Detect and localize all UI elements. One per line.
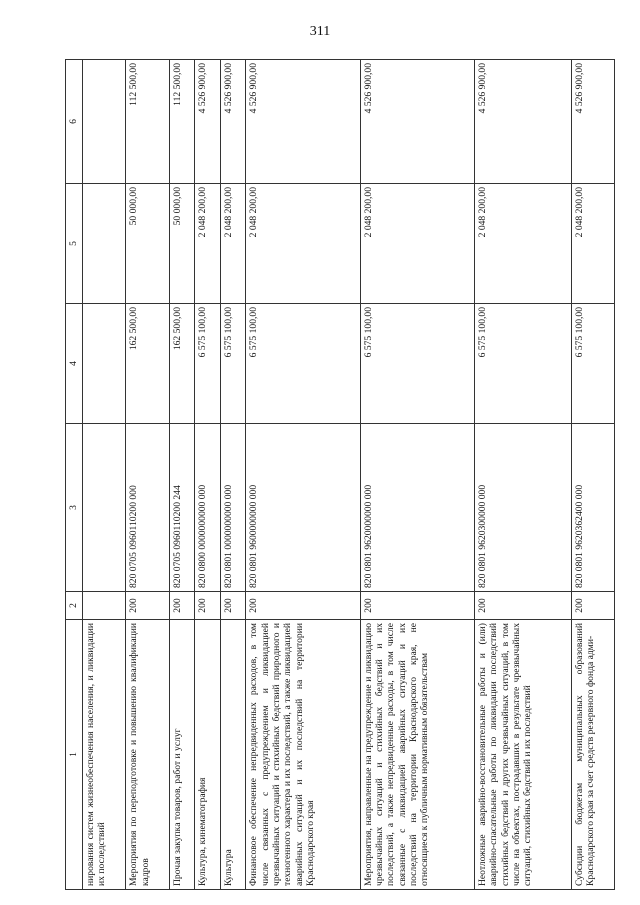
table-row xyxy=(571,60,614,890)
row-name: нирования систем жизнеобеспечения населения, и ликвидации их последствий xyxy=(83,620,126,890)
row-col4: 6 575 100,00 xyxy=(195,304,221,424)
row-code: 200 xyxy=(246,592,360,620)
row-classification: 820 0801 9620300000 000 xyxy=(475,424,572,592)
row-code: 200 xyxy=(360,592,474,620)
header-col-6: 6 xyxy=(66,60,83,184)
row-col4: 6 575 100,00 xyxy=(360,304,474,424)
row-classification: 820 0801 0000000000 000 xyxy=(220,424,246,592)
table-row xyxy=(169,60,195,890)
row-name: Финансовое обеспечение непредвиденных расходов, в том числе связанных с предупреждением и ликвидацией чрезвычайных ситуаций и стихийных бедствий природного и техногенного характера и их последствий, а также ликвидацией аварийных ситуаций и их последствий на территории Краснодарского края xyxy=(246,620,360,890)
row-col5: 2 048 200,00 xyxy=(220,184,246,304)
row-classification: 820 0800 0000000000 000 xyxy=(195,424,221,592)
row-classification: 820 0801 9620362400 000 xyxy=(571,424,614,592)
row-col4: 6 575 100,00 xyxy=(571,304,614,424)
row-classification xyxy=(83,424,126,592)
row-name: Субсидии бюджетам муниципальных образований Краснодарского края за счет средств резервного фонда адми- xyxy=(571,620,614,890)
row-classification: 820 0801 9620000000 000 xyxy=(360,424,474,592)
row-col6: 4 526 900,00 xyxy=(195,60,221,184)
table-row xyxy=(246,60,360,890)
row-col6: 4 526 900,00 xyxy=(475,60,572,184)
row-col4: 6 575 100,00 xyxy=(475,304,572,424)
row-code: 200 xyxy=(475,592,572,620)
header-col-3: 3 xyxy=(66,424,83,592)
row-col5 xyxy=(83,184,126,304)
row-col5: 2 048 200,00 xyxy=(246,184,360,304)
budget-table xyxy=(65,59,615,890)
table-row xyxy=(126,60,169,890)
row-col5: 50 000,00 xyxy=(169,184,195,304)
row-col4: 6 575 100,00 xyxy=(220,304,246,424)
row-classification: 820 0705 0960110200 000 xyxy=(126,424,169,592)
row-col4: 6 575 100,00 xyxy=(246,304,360,424)
table-row xyxy=(83,60,126,890)
row-col6 xyxy=(83,60,126,184)
row-col4: 162 500,00 xyxy=(126,304,169,424)
row-name: Неотложные аварийно-восстановительные работы и (или) аварийно-спасательные работы по ликвидации последствий стихийных бедствий и других чрезвычайных ситуаций, в том числе на объектах, пострадавших в результате чрезвычайных ситуаций, стихийных бедствий и их последствий xyxy=(475,620,572,890)
row-col6: 4 526 900,00 xyxy=(246,60,360,184)
row-classification: 820 0801 9600000000 000 xyxy=(246,424,360,592)
rotated-table-container xyxy=(65,60,615,890)
row-col4 xyxy=(83,304,126,424)
row-code: 200 xyxy=(195,592,221,620)
row-name: Культура, кинематография xyxy=(195,620,221,890)
row-col5: 2 048 200,00 xyxy=(195,184,221,304)
row-col5: 2 048 200,00 xyxy=(475,184,572,304)
row-code: 200 xyxy=(220,592,246,620)
row-classification: 820 0705 0960110200 244 xyxy=(169,424,195,592)
row-col6: 112 500,00 xyxy=(126,60,169,184)
row-code: 200 xyxy=(169,592,195,620)
header-col-5: 5 xyxy=(66,184,83,304)
row-col5: 2 048 200,00 xyxy=(571,184,614,304)
header-col-1: 1 xyxy=(66,620,83,890)
row-code: 200 xyxy=(126,592,169,620)
row-col5: 2 048 200,00 xyxy=(360,184,474,304)
row-col6: 112 500,00 xyxy=(169,60,195,184)
table-row xyxy=(195,60,221,890)
row-col6: 4 526 900,00 xyxy=(220,60,246,184)
row-name: Прочая закупка товаров, работ и услуг xyxy=(169,620,195,890)
table-row xyxy=(475,60,572,890)
row-code xyxy=(83,592,126,620)
row-col5: 50 000,00 xyxy=(126,184,169,304)
header-col-4: 4 xyxy=(66,304,83,424)
row-col6: 4 526 900,00 xyxy=(571,60,614,184)
row-name: Мероприятия, направленные на предупреждение и ликвидацию чрезвычайных ситуаций и стихийных бедствий и их последствий, а также непредвиденные расходы, в том числе связанные с ликвидацией аварийных ситуаций и их последствий на территории Краснодарского края, не относящиеся к публичным нормативным обязательствам xyxy=(360,620,474,890)
page-number: 311 xyxy=(309,24,331,39)
row-name: Мероприятия по переподготовке и повышению квалификации кадров xyxy=(126,620,169,890)
table-header-row xyxy=(66,60,83,890)
row-name: Культура xyxy=(220,620,246,890)
table-row xyxy=(220,60,246,890)
table-row xyxy=(360,60,474,890)
row-code: 200 xyxy=(571,592,614,620)
row-col6: 4 526 900,00 xyxy=(360,60,474,184)
row-col4: 162 500,00 xyxy=(169,304,195,424)
header-col-2: 2 xyxy=(66,592,83,620)
